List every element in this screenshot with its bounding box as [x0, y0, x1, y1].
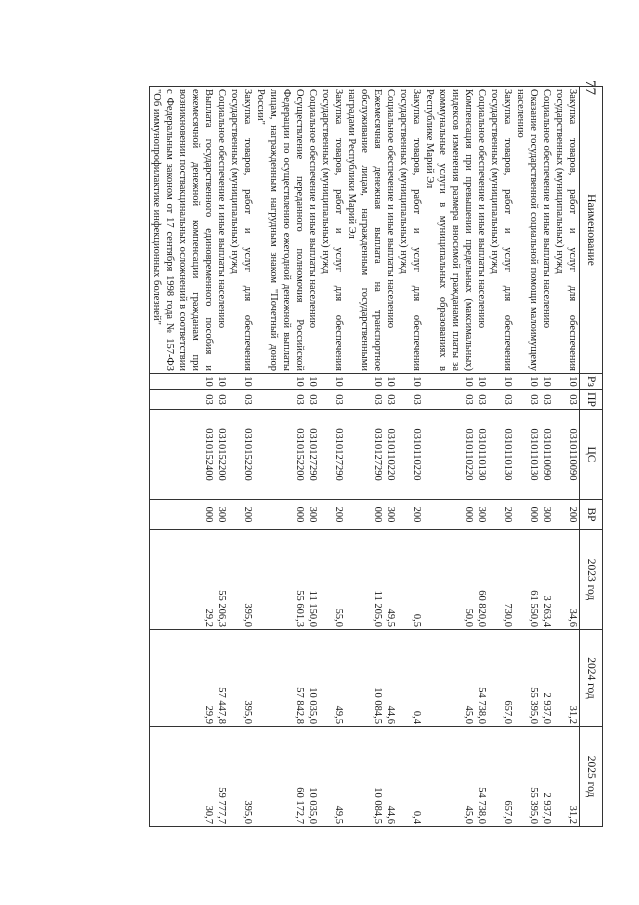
header-pr: ПР: [580, 390, 603, 410]
cell-pr: 03: [475, 390, 488, 410]
table-row: [540, 87, 553, 827]
cell-vr: 200: [488, 500, 514, 530]
cell-rz: 10: [228, 374, 254, 390]
header-cs: ЦС: [580, 410, 603, 500]
cell-2025: 55 395,0: [514, 727, 540, 827]
cell-name: Социальное обеспечение и иные выплаты населению: [384, 87, 397, 374]
cell-rz: 10: [423, 374, 475, 390]
cell-2025: 657,0: [488, 727, 514, 827]
cell-cs: 0310152400: [150, 410, 216, 500]
cell-rz: 10: [306, 374, 319, 390]
cell-name: Социальное обеспечение и иные выплаты населению: [215, 87, 228, 374]
table-header-row: [580, 87, 603, 827]
cell-name: Осуществление переданного полномочия Российской Федерации по осуществлению ежегодной денежной выплаты лицам, награжденным нагрудным знаком "Почетный донор России": [254, 87, 306, 374]
cell-cs: 0310152200: [228, 410, 254, 500]
cell-2024: 57 842,8: [254, 630, 306, 727]
cell-pr: 03: [397, 390, 423, 410]
cell-pr: 03: [540, 390, 553, 410]
table-row: [319, 87, 345, 827]
cell-2023: 29,2: [150, 530, 216, 630]
cell-cs: 0310127290: [306, 410, 319, 500]
cell-pr: 03: [306, 390, 319, 410]
table-row: [254, 87, 306, 827]
cell-2024: 57 447,8: [215, 630, 228, 727]
table-row: [488, 87, 514, 827]
cell-2025: 31,2: [553, 727, 580, 827]
table-row: [345, 87, 384, 827]
cell-rz: 10: [540, 374, 553, 390]
cell-vr: 300: [215, 500, 228, 530]
cell-2023: 55 206,3: [215, 530, 228, 630]
cell-vr: 300: [540, 500, 553, 530]
cell-cs: 0310127290: [345, 410, 384, 500]
table-body: [150, 87, 580, 827]
cell-name: Оказание государственной социальной помощи малоимущему населению: [514, 87, 540, 374]
cell-2023: 50,0: [423, 530, 475, 630]
table-row: [306, 87, 319, 827]
cell-cs: 0310110220: [423, 410, 475, 500]
cell-vr: 000: [150, 500, 216, 530]
cell-2023: 60 820,0: [475, 530, 488, 630]
table-row: [397, 87, 423, 827]
cell-2023: 11 205,0: [345, 530, 384, 630]
table-row: [514, 87, 540, 827]
cell-cs: 0310127290: [319, 410, 345, 500]
cell-rz: 10: [553, 374, 580, 390]
cell-name: Закупка товаров, работ и услуг для обеспечения государственных (муниципальных) нужд: [488, 87, 514, 374]
cell-pr: 03: [514, 390, 540, 410]
page-number: 77: [582, 80, 598, 95]
cell-2024: 29,9: [150, 630, 216, 727]
cell-2025: 30,7: [150, 727, 216, 827]
cell-2023: 0,5: [397, 530, 423, 630]
cell-2024: 395,0: [228, 630, 254, 727]
cell-vr: 200: [228, 500, 254, 530]
cell-pr: 03: [254, 390, 306, 410]
cell-2023: 55,0: [319, 530, 345, 630]
cell-pr: 03: [319, 390, 345, 410]
cell-2025: 44,6: [384, 727, 397, 827]
cell-name: Выплата государственного единовременного пособия и ежемесячной денежной компенсации гражданам при возникновении поствакцинальных осложнений в соответствии с Федеральным законом от 17 сентября 1998 года № 157-ФЗ "Об иммунопрофилактике инфекционных болезней": [150, 87, 216, 374]
cell-2025: 45,0: [423, 727, 475, 827]
cell-rz: 10: [319, 374, 345, 390]
cell-2023: 730,0: [488, 530, 514, 630]
cell-name: Социальное обеспечение и иные выплаты населению: [540, 87, 553, 374]
cell-name: Компенсация при превышении предельных (максимальных) индексов изменения размера вносимой гражданами платы за коммунальные услуги в муниципальных образованиях в Республике Марий Эл: [423, 87, 475, 374]
cell-vr: 200: [553, 500, 580, 530]
cell-name: Закупка товаров, работ и услуг для обеспечения государственных (муниципальных) нужд: [319, 87, 345, 374]
cell-cs: 0310110130: [488, 410, 514, 500]
cell-2025: 59 777,7: [215, 727, 228, 827]
cell-2023: 395,0: [228, 530, 254, 630]
cell-2024: 2 937,0: [540, 630, 553, 727]
table-row: [150, 87, 216, 827]
cell-pr: 03: [423, 390, 475, 410]
cell-2024: 0,4: [397, 630, 423, 727]
cell-2025: 54 738,0: [475, 727, 488, 827]
cell-2023: 55 601,3: [254, 530, 306, 630]
cell-pr: 03: [215, 390, 228, 410]
cell-cs: 0310110090: [540, 410, 553, 500]
cell-2025: 395,0: [228, 727, 254, 827]
cell-rz: 10: [384, 374, 397, 390]
header-rz: Рз: [580, 374, 603, 390]
header-vr: ВР: [580, 500, 603, 530]
cell-name: Закупка товаров, работ и услуг для обеспечения государственных (муниципальных) нужд: [553, 87, 580, 374]
cell-2023: 34,6: [553, 530, 580, 630]
cell-2024: 54 738,0: [475, 630, 488, 727]
cell-pr: 03: [384, 390, 397, 410]
cell-pr: 03: [150, 390, 216, 410]
cell-vr: 000: [514, 500, 540, 530]
table-row: [384, 87, 397, 827]
table-row: [228, 87, 254, 827]
cell-name: Ежемесячная денежная выплата на транспортное обслуживание лицам, награжденным государственными наградами Республики Марий Эл: [345, 87, 384, 374]
cell-2025: 10 084,5: [345, 727, 384, 827]
cell-cs: 0310110220: [384, 410, 397, 500]
cell-pr: 03: [345, 390, 384, 410]
cell-name: Социальное обеспечение и иные выплаты населению: [306, 87, 319, 374]
table-row: [553, 87, 580, 827]
cell-2024: 44,6: [384, 630, 397, 727]
cell-2025: 49,5: [319, 727, 345, 827]
cell-vr: 200: [319, 500, 345, 530]
cell-cs: 0310152200: [254, 410, 306, 500]
cell-2025: 60 172,7: [254, 727, 306, 827]
cell-rz: 10: [397, 374, 423, 390]
cell-2024: 657,0: [488, 630, 514, 727]
cell-2023: 11 150,0: [306, 530, 319, 630]
table-row: [423, 87, 475, 827]
cell-name: Социальное обеспечение и иные выплаты населению: [475, 87, 488, 374]
cell-vr: 000: [254, 500, 306, 530]
cell-2024: 10 084,5: [345, 630, 384, 727]
cell-rz: 10: [215, 374, 228, 390]
cell-name: Закупка товаров, работ и услуг для обеспечения государственных (муниципальных) нужд: [228, 87, 254, 374]
cell-2024: 10 035,0: [306, 630, 319, 727]
cell-pr: 03: [488, 390, 514, 410]
cell-2024: 55 395,0: [514, 630, 540, 727]
cell-rz: 10: [345, 374, 384, 390]
cell-rz: 10: [254, 374, 306, 390]
cell-rz: 10: [488, 374, 514, 390]
cell-cs: 0310110090: [553, 410, 580, 500]
cell-vr: 300: [475, 500, 488, 530]
budget-table: [149, 86, 603, 827]
cell-cs: 0310152200: [215, 410, 228, 500]
cell-2023: 3 263,4: [540, 530, 553, 630]
cell-vr: 300: [384, 500, 397, 530]
header-2024: 2024 год: [580, 630, 603, 727]
cell-vr: 200: [397, 500, 423, 530]
table-row: [475, 87, 488, 827]
cell-vr: 300: [306, 500, 319, 530]
cell-cs: 0310110130: [514, 410, 540, 500]
cell-rz: 10: [150, 374, 216, 390]
cell-2023: 61 550,0: [514, 530, 540, 630]
cell-2023: 49,5: [384, 530, 397, 630]
cell-2025: 0,4: [397, 727, 423, 827]
cell-2024: 49,5: [319, 630, 345, 727]
rotated-page-content: [123, 86, 603, 826]
cell-pr: 03: [228, 390, 254, 410]
cell-cs: 0310110220: [397, 410, 423, 500]
cell-2024: 31,2: [553, 630, 580, 727]
cell-rz: 10: [475, 374, 488, 390]
table-row: [215, 87, 228, 827]
cell-cs: 0310110130: [475, 410, 488, 500]
cell-name: Закупка товаров, работ и услуг для обеспечения государственных (муниципальных) нужд: [397, 87, 423, 374]
header-name: Наименование: [580, 87, 603, 374]
cell-vr: 000: [345, 500, 384, 530]
header-2025: 2025 год: [580, 727, 603, 827]
cell-rz: 10: [514, 374, 540, 390]
cell-vr: 000: [423, 500, 475, 530]
cell-pr: 03: [553, 390, 580, 410]
cell-2025: 10 035,0: [306, 727, 319, 827]
cell-2024: 45,0: [423, 630, 475, 727]
header-2023: 2023 год: [580, 530, 603, 630]
cell-2025: 2 937,0: [540, 727, 553, 827]
